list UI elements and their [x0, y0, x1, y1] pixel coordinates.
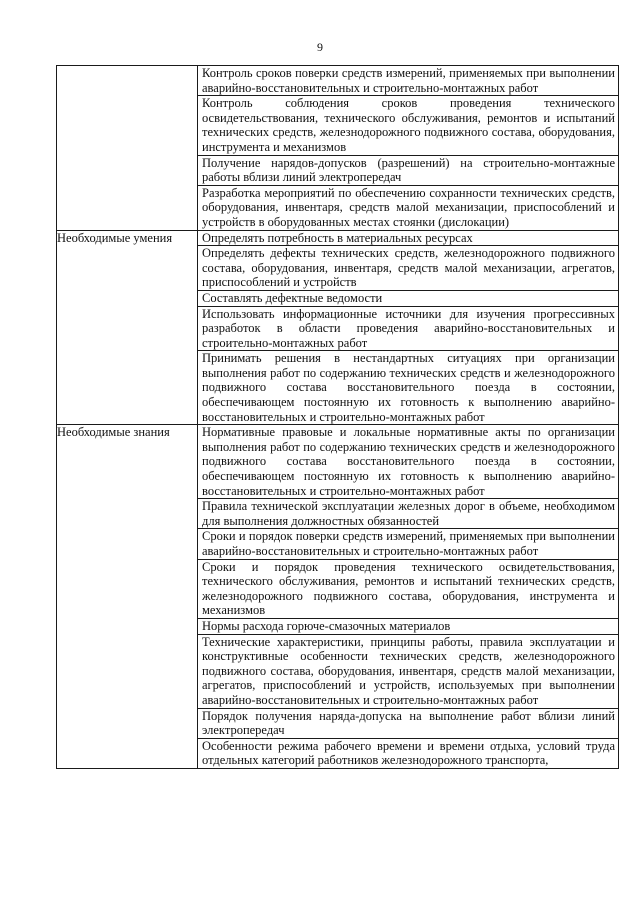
list-item: Сроки и порядок проведения технического освидетельствования, технического обслуживания, ремонтов и испытаний технических средств, железнодорожного подвижного состава, оборудования, инструмента и механизмов [198, 559, 618, 618]
table-row [57, 66, 619, 231]
page-number: 9 [317, 40, 323, 54]
list-item: Особенности режима рабочего времени и времени отдыха, условий труда отдельных категорий работников железнодорожного транспорта, [198, 738, 618, 768]
list-item: Нормы расхода горюче-смазочных материалов [198, 618, 618, 634]
row-items [198, 425, 619, 769]
list-item: Порядок получения наряда-допуска на выполнение работ вблизи линий электропередач [198, 708, 618, 738]
row-label [57, 66, 198, 231]
list-item: Сроки и порядок поверки средств измерений, применяемых при выполнении аварийно-восстановительных и строительно-монтажных работ [198, 528, 618, 558]
table-row [57, 425, 619, 769]
list-item: Составлять дефектные ведомости [198, 290, 618, 306]
list-item: Определять дефекты технических средств, железнодорожного подвижного состава, оборудования, инвентаря, средств малой механизации, агрегатов, приспособлений и устройств [198, 245, 618, 290]
list-item: Контроль соблюдения сроков проведения технического освидетельствования, технического обслуживания, ремонтов и испытаний технических средств, железнодорожного подвижного состава, оборудования, инструмента и механизмов [198, 95, 618, 154]
list-item: Использовать информационные источники для изучения прогрессивных разработок в области проведения аварийно-восстановительных и строительно-монтажных работ [198, 306, 618, 351]
competency-table [56, 65, 619, 769]
list-item: Контроль сроков поверки средств измерений, применяемых при выполнении аварийно-восстановительных и строительно-монтажных работ [202, 66, 615, 95]
row-label-knowledge: Необходимые знания [57, 425, 198, 769]
list-item: Технические характеристики, принципы работы, правила эксплуатации и конструктивные особенности технических средств, железнодорожного подвижного состава, оборудования, инвентаря, средств малой механизации, агрегатов, приспособлений и устройств, используемых при выполнении аварийно-восстановительных и строительно-монтажных работ [198, 634, 618, 708]
row-items [198, 66, 619, 231]
list-item: Разработка мероприятий по обеспечению сохранности технических средств, оборудования, инвентаря, средств малой механизации, приспособлений и устройств в оборудованных местах стоянки (дислокации) [198, 185, 618, 230]
list-item: Получение нарядов-допусков (разрешений) на строительно-монтажные работы вблизи линий электропередач [198, 155, 618, 185]
table-row [57, 230, 619, 425]
row-items [198, 230, 619, 425]
list-item: Правила технической эксплуатации железных дорог в объеме, необходимом для выполнения должностных обязанностей [198, 498, 618, 528]
list-item: Определять потребность в материальных ресурсах [202, 230, 473, 245]
row-label-skills: Необходимые умения [57, 230, 198, 425]
list-item: Нормативные правовые и локальные нормативные акты по организации выполнения работ по содержанию технических средств и железнодорожного подвижного состава восстановительного поезда в состоянии, обеспечивающем постоянную их готовность к выполнению аварийно-восстановительных и строительно-монтажных работ [202, 425, 615, 498]
list-item: Принимать решения в нестандартных ситуациях при организации выполнения работ по содержанию технических средств и железнодорожного подвижного состава восстановительного поезда в состоянии, обеспечивающем постоянную их готовность к выполнению аварийно-восстановительных и строительно-монтажных работ [198, 350, 618, 424]
